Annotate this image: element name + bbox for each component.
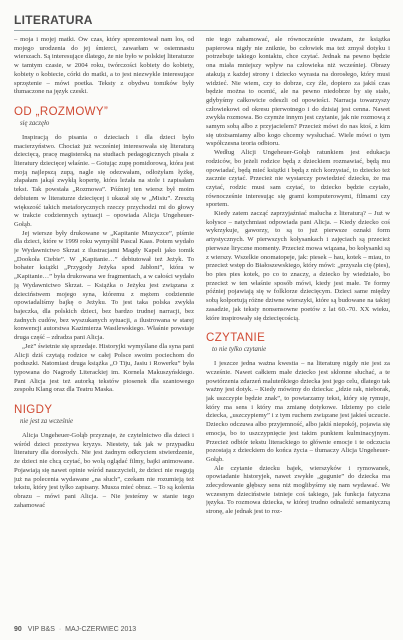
subheading-tagline: się zaczęło	[20, 119, 50, 127]
page-number: 90	[14, 626, 22, 633]
paragraph: – moja i mojej matki. Ów czas, który sprezentował nam los, od mojego urodzenia do jej śmierci, zawarłam w osiemnastu wierszach. Są interesujące dlatego, że nie było w polskiej literaturze w tamtym czasie, w 2004 roku, twórczości kobiety do kobiety, kobiety o kobiecie, córki do matki, a to jest niezwykle interesujące sprzężenie – mówi poetka. Teksty z obydwu tomików były tłumaczone na język czeski.	[14, 36, 194, 96]
paragraph: Ale czytanie dziecku bajek, wierszyków i rymowanek, opowiadanie historyjek, nawet zwykłe „gugunie” do dziecka ma zdecydowanie głębszy sens niż moglibyśmy się nam wydawać. We wczesnym dzieciństwie istnieje coś takiego, jak funkcja fatyczna języka. To rozmowa dziecka, w której trudno odnaleźć semantyczną stronę, ale jednak jest to roz-	[206, 464, 390, 516]
paragraph: „Jeż” świetnie się sprzedaje. Historyjki wymyślane dla syna pani Alicji dziś czytają rodzice w całej Polsce swoim pociechom do poduszki. Natomiast druga książka „O Tiju, Jasiu i Rowerku” była typowana do Nagrody Literackiej im. Kornela Makuszyńskiego. Pani Alicja jest też autorką tekstów piosenek dla szantowego zespołu Klang oraz dla Teatru Maska.	[14, 342, 194, 394]
paragraph: Inspiracją do pisania o dzieciach i dla dzieci było macierzyństwo. Chociaż już wcześniej interesowała się literaturą dziecięcą, pracę magisterską na studiach pedagogicznych pisała z literatury dziecięcej właśnie. – Gotując zupę pomidorową, która jest moją najlepszą zupą, nagle się odezwałam, odłożyłam łyżkę, złapałam jakąś zwykłą kopertę, która leżała na stole i zapisałam tekst. Tak powstała „Rozmowa”. Później ten wiersz był moim debiutem w literaturze dziecięcej i ukazał się w „Misiu”. Zresztą większość takich metaforycznych rzeczy przychodzi mi do głowy w trakcie codziennych sytuacji – opowiada Alicja Ungeheuer-Gołąb.	[14, 133, 194, 228]
section-title: LITERATURA	[14, 13, 93, 27]
page-header	[14, 6, 390, 31]
paragraph: Według Alicji Ungeheuer-Gołąb ratunkiem jest edukacja rodziców, bo jeżeli rodzice będą z dzieckiem rozmawiać, będą mu opowiadać, będą mieć książki i będą z nich korzystać, to dziecko też zacznie czytać. Przecież nie wystarczy powiedzieć dziecku, że ma czytać, rodzic musi sam czytać, to dziecko będzie czytało, równocześnie interesując się grami komputerowymi, filmami czy sportem.	[206, 149, 390, 209]
subheading-tagline: to nie tylko czytanie	[212, 346, 267, 354]
issue-date: MAJ-CZERWIEC 2013	[65, 626, 137, 633]
subheading: NIGDY	[14, 404, 53, 417]
subheading-tagline: nie jest za wcześnie	[20, 418, 74, 426]
footer-separator: ·	[58, 626, 62, 633]
paragraph: nie tego zahamować, ale równocześnie uważam, że książka papierowa nigdy nie zniknie, bo człowiek ma też zmysł dotyku i potrzebuje takiego kontaktu, chce czytać. Jednak na pewno będzie ona miała mniejszy wpływ na człowieka niż wcześniej. Obrazy atakują z każdej strony i dziecko wyrasta na dorosłego, który musi widzieć. Nie wiem, czy to dobrze, czy źle, dopiero za jakiś czas będzie można to ocenić, ale na pewno niedobrze by się stało, gdybyśmy całkowicie odeszli od opowieści. Narracja towarzyszy człowiekowi od okresu pierwotnego i do dzisiaj jest cenna. Nawet zwykła rozmowa. Bo czymże innym jest czytanie, jak nie rozmową z samym sobą albo z przyjacielem? Przecież mówi do nas ktoś, z kim się utożsamiamy albo kogo chcemy wysłuchać. Wiele mówi o tym współczesna teoria odbioru.	[206, 36, 390, 148]
paragraph: I jeszcze jedna ważna kwestia – na literaturę nigdy nie jest za wcześnie. Nawet całkiem małe dziecko jest skłonne słuchać, a te powtórzenia zdarzeń maluteńkiego dziecka jest jego celu, dlatego tak ważny jest dotyk. – Kiedy mówimy do dziecka: „idzie rak, nieborak, jak uszczypie będzie znak”, to powtarzamy tekst, który się rymuje, który ma sens i który ma zmianę dotykowe. Idziemy po ciele dziecka, „uszczypiemy” i z tym ruchem związane jest jakieś uczucie. Dziecko odczuwa albo przyjemność, albo jakiś niepokój, pojawia się emocja, bo to uszczypnięcie jest takim punktem kulminacyjnym. Przecież odbiór tekstu literackiego to głównie emocje i te odczucia pozostają z dzieckiem do końca życia – tłumaczy Alicja Ungeheuer-Gołąb.	[206, 360, 390, 463]
paragraph: Alicja Ungeheuer-Gołąb przyznaje, że czytelnictwo dla dzieci i wśród dzieci przeżywa kryzys. Niestety, tak jak w przypadku literatury dla dorosłych. Nie jest żadnym odkryciem stwierdzenie, że dzieci nie chcą czytać, bo wolą oglądać filmy, bajki animowane. Pojawiają się nawet opinie wśród nauczycieli, że dzieci nie reagują już na polecenia wydawane „na słuch”, czekam nie rozumieją też tekstu, który jest tylko zapisany. Musza mieć obraz. – To są kolenia obrazu – mówi pani Alicja. – Nie jesteśmy w stanie tego zahamować	[14, 432, 194, 509]
paragraph: Jej wiersze były drukowane w „Kapitanie Muzyczce”, piśmie dla dzieci, które w 1999 roku wymyślił Pascal Kaas. Potem wydało je Wydawnictwo Skrzat z ilustracjami Magdy Kapeli jako tomik „Dookoła Ciebie”. W „Kapitanie…” debiutował też Jeżyk. To bohater książki „Przygody Jeżyka spod Jabłoni”, która w „Kapitanie…” była drukowana we fragmentach, a w całości wydało ją Wydawnictwo Skrzat. – Książka o Jeżyku jest związana z dzieciństwem mojego syna, któremu z mężem codziennie opowiadaliśmy bajkę o Jeżyku. To jest taka polska zwykła bajeczka, dla polskich dzieci, bez bardzo trudnej narracji, bez żadnych cudów, bez wyszukanych sytuacji, a ilustrowana w starej konwencji autorstwa Kazimierza Wasilewskiego. Właśnie powstaje druga część – zdradza pani Alicja.	[14, 229, 194, 342]
magazine-name: VIP B&S	[27, 626, 55, 633]
paragraph: Kiedy zatem zacząć zaprzyjaźniać malucha z literaturą? – Już w kołysce – natychmiast odpowiada pani Alicja. – Kiedy dziecko coś wykrzykuje, gaworzy, to są to już pierwsze oznaki form artystycznych. W pierwszych kołysankach i zajęciach są przecież pierwsze liryczne momenty. Przecież mowa wiązana, bo kołysanki są z wierszy. Wszelkie onomatopeje, jak: piesek – hau, kotek – miau, to przecież wstęp do Białoszewskiego, który mówi: „przyszła cię (pies), bo pies pies kotek, po co to znaczy, a dziecko by wiedziało, bo przecież w ten właśnie sposób mówi, kiedy jest małe. Te formy później pojawiają się w folklorze dziecięcym. Dzieci same między sobą kolportują różne dziwne wierszyki, które są budowane na takiej zasadzie, jak teksty nonsensowne poetów z lat 60.-70. XX wieku, które inspirowały się dziecięcością.	[206, 210, 390, 322]
page-footer	[14, 626, 136, 636]
subheading: CZYTANIE	[206, 332, 266, 345]
right-column	[206, 36, 390, 622]
left-column	[14, 36, 194, 622]
subheading: OD „ROZMOWY”	[14, 105, 109, 118]
